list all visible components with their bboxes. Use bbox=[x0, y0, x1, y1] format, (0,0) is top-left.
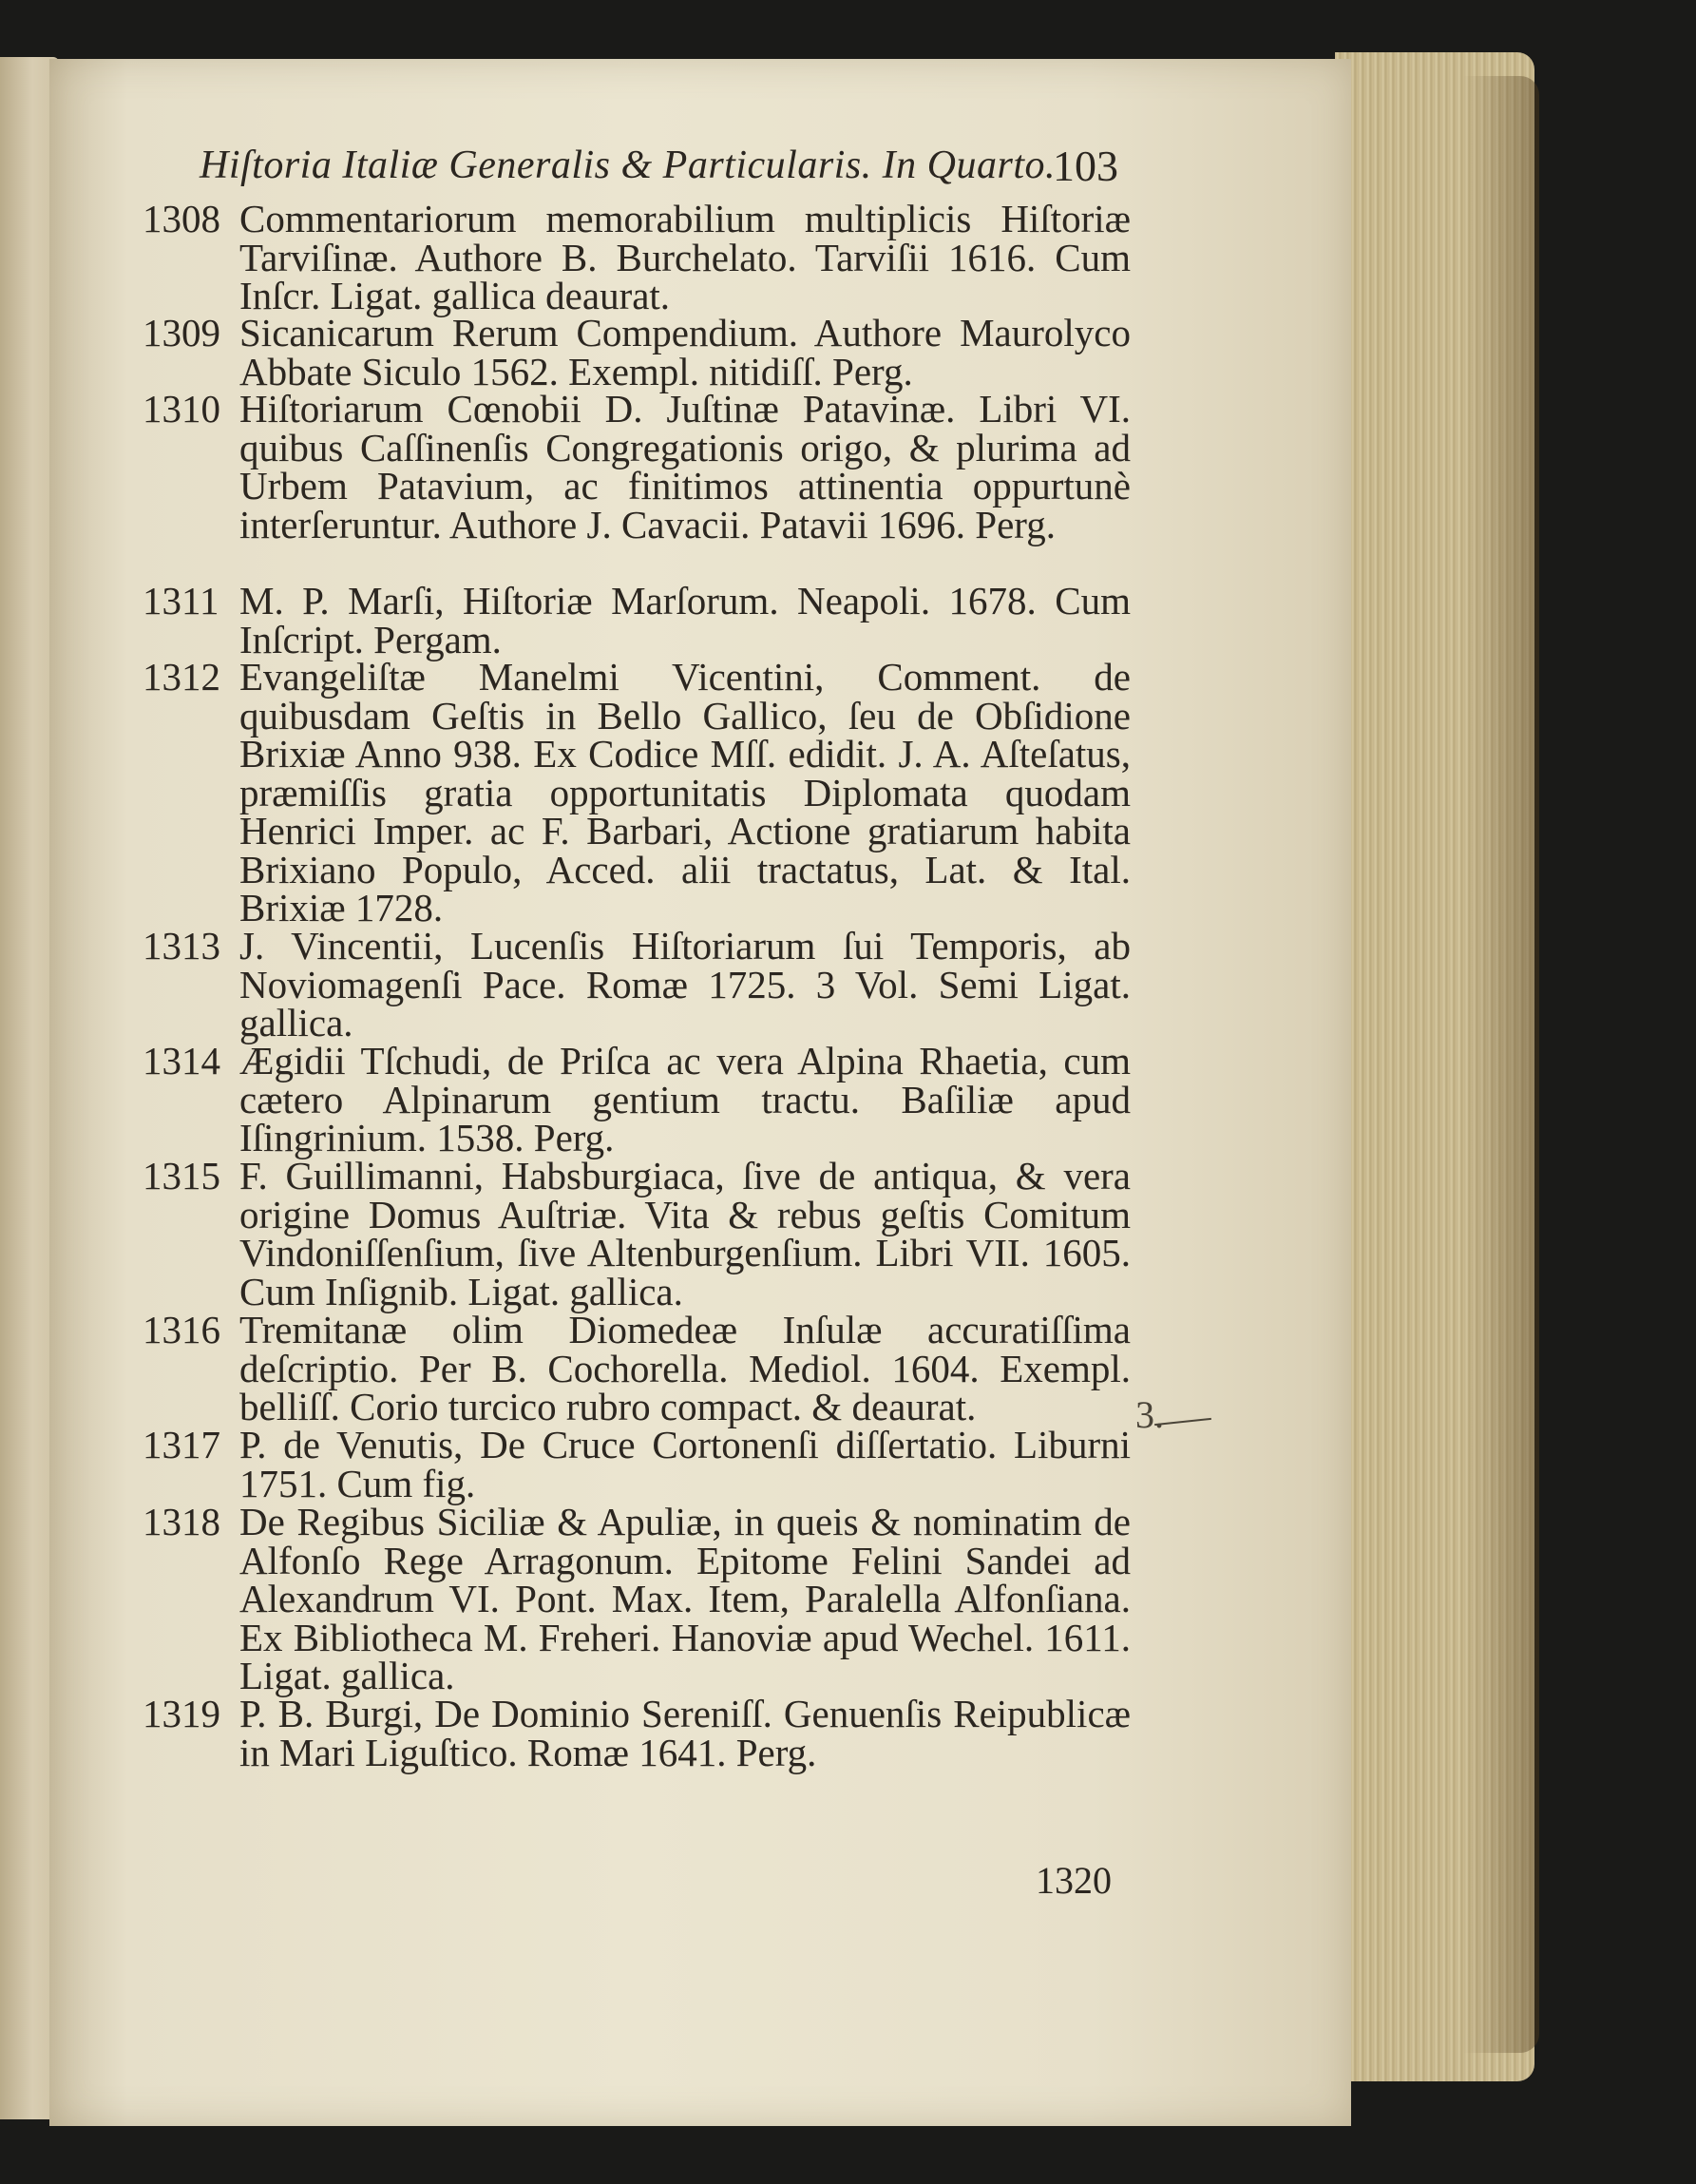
catalogue-entry bbox=[143, 1692, 1131, 1774]
entry-text: Ægidii Tſchudi, de Priſca ac vera Alpina Rhaetia, cum cætero Alpinarum gentium tractu. Baſiliæ apud Iſingrinium. 1538. Perg. bbox=[239, 1039, 1131, 1159]
catalogue-entry bbox=[143, 1308, 1131, 1428]
entry-number: 1311 bbox=[143, 579, 219, 623]
catalogue-entry bbox=[143, 1039, 1131, 1159]
entry-text: De Regibus Siciliæ & Apuliæ, in queis & nominatim de Alfonſo Rege Arragonum. Epitome Felini Sandei ad Alexandrum VI. Pont. Max. Item, Paralella Alfonſiana. Ex Bibliotheca M. Freheri. Hanoviæ apud Wechel. 1611. Ligat. gallica. bbox=[239, 1500, 1131, 1697]
entry-text: Tremitanæ olim Diomedeæ Inſulæ accuratiſſima deſcriptio. Per B. Cochorella. Mediol. 1604. Exempl. belliſſ. Corio turcico rubro compact. & deaurat. bbox=[239, 1308, 1131, 1428]
entry-number: 1314 bbox=[143, 1039, 220, 1082]
entry-number: 1315 bbox=[143, 1154, 220, 1197]
entry-number: 1308 bbox=[143, 197, 220, 240]
entry-number: 1316 bbox=[143, 1308, 220, 1351]
entry-number: 1310 bbox=[143, 387, 220, 431]
entry-number: 1318 bbox=[143, 1500, 220, 1543]
entry-text: Sicanicarum Rerum Compendium. Authore Maurolyco Abbate Siculo 1562. Exempl. nitidiſſ. Perg. bbox=[239, 311, 1131, 393]
entry-text: P. B. Burgi, De Dominio Sereniſſ. Genuenſis Reipublicæ in Mari Liguſtico. Romæ 1641. Perg. bbox=[239, 1692, 1131, 1774]
catalogue-entry bbox=[143, 197, 1131, 317]
entry-text: P. de Venutis, De Cruce Cortonenſi diſſertatio. Liburni 1751. Cum fig. bbox=[239, 1423, 1131, 1505]
catchword: 1320 bbox=[1036, 1859, 1112, 1902]
entry-text: Commentariorum memorabilium multiplicis Hiſtoriæ Tarviſinæ. Authore B. Burchelato. Tarviſii 1616. Cum Inſcr. Ligat. gallica deaurat. bbox=[239, 197, 1131, 317]
catalogue-entry bbox=[143, 924, 1131, 1044]
catalogue-entry bbox=[143, 387, 1131, 582]
entry-text: F. Guillimanni, Habsburgiaca, ſive de antiqua, & vera origine Domus Auſtriæ. Vita & rebus geſtis Comitum Vindoniſſenſium, ſive Altenburgenſium. Libri VII. 1605. Cum Inſignib. Ligat. gallica. bbox=[239, 1154, 1131, 1313]
catalogue-entry bbox=[143, 1154, 1131, 1313]
entry-number: 1313 bbox=[143, 924, 220, 967]
entry-text: J. Vincentii, Lucenſis Hiſtoriarum ſui Temporis, ab Noviomagenſi Pace. Romæ 1725. 3 Vol. Semi Ligat. gallica. bbox=[239, 924, 1131, 1044]
catalogue-entry bbox=[143, 579, 1131, 661]
entry-text: Hiſtoriarum Cœnobii D. Juſtinæ Patavinæ. Libri VI. quibus Caſſinenſis Congregationis origo, & plurima ad Urbem Patavium, ac finitimos attinentia oppurtunè interſeruntur. Authore J. Cavacii. Patavii 1696. Perg. bbox=[239, 387, 1131, 546]
entry-number: 1317 bbox=[143, 1423, 220, 1466]
margin-note: 3. bbox=[1135, 1393, 1164, 1436]
catalogue-entry bbox=[143, 1423, 1131, 1505]
catalogue-entry bbox=[143, 655, 1131, 929]
catalogue-entry bbox=[143, 1500, 1131, 1697]
entry-number: 1312 bbox=[143, 655, 220, 699]
fore-edge-shadow bbox=[1463, 76, 1539, 2053]
catalogue-entry bbox=[143, 311, 1131, 393]
entry-number: 1309 bbox=[143, 311, 220, 354]
entry-number: 1319 bbox=[143, 1692, 220, 1735]
entry-text: Evangeliſtæ Manelmi Vicentini, Comment. de quibusdam Geſtis in Bello Gallico, ſeu de Obſidione Brixiæ Anno 938. Ex Codice Mſſ. edidit. J. A. Aſteſatus, præmiſſis gratia opportunitatis Diplomata quodam Henrici Imper. ac F. Barbari, Actione gratiarum habita Brixiano Populo, Acced. alii tractatus, Lat. & Ital. Brixiæ 1728. bbox=[239, 655, 1131, 929]
catalogue-entries bbox=[143, 197, 1131, 1774]
entry-text: M. P. Marſi, Hiſtoriæ Marſorum. Neapoli. 1678. Cum Inſcript. Pergam. bbox=[239, 579, 1131, 661]
page-number: 103 bbox=[1053, 142, 1118, 190]
running-head: Hiſtoria Italiæ Generalis & Particularis. In Quarto. bbox=[200, 144, 1057, 187]
